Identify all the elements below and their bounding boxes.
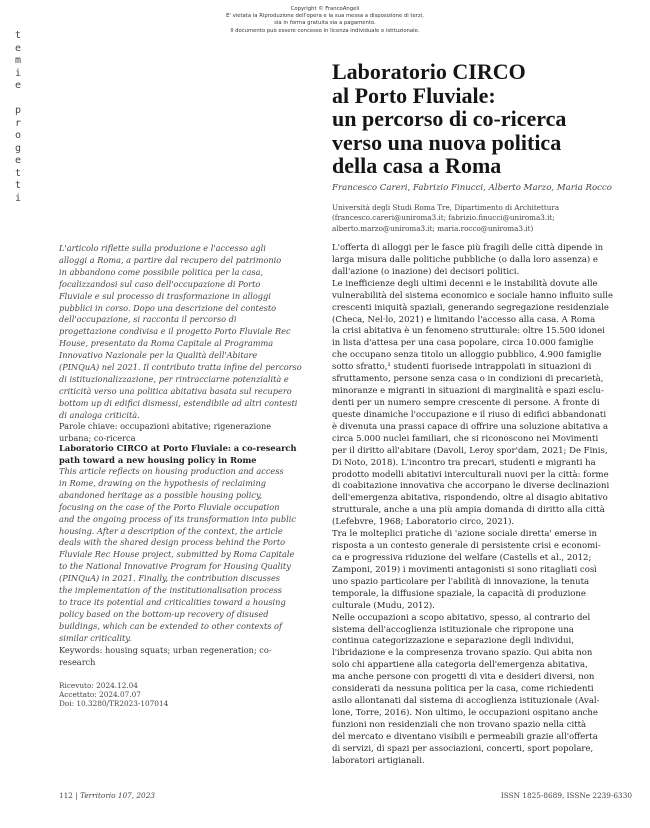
text-line: temporale, la diffusione spaziale, la capacità di produzione xyxy=(332,588,586,599)
title-part: Laboratorio xyxy=(332,59,453,84)
text-line: focalizzandosi sul caso dell'occupazione di Porto xyxy=(59,278,261,289)
abstract-italian xyxy=(59,243,302,422)
accepted-date: Accettato: 2024.07.07 xyxy=(59,689,141,699)
en-title-part: Laboratorio xyxy=(59,443,117,453)
text-line: di coabitazione innovativa che accorpano le diverse declinazioni xyxy=(332,481,610,492)
section-label-letter: r xyxy=(14,117,22,129)
text-line: and the ongoing process of its transformation into public xyxy=(59,513,296,524)
title-part: CIRCO xyxy=(452,59,526,84)
text-line: (PINQuA) nel 2021. Il contributo tratta infine del percorso xyxy=(59,362,302,373)
copyright-line: E' vietata la Riproduzione dell'opera e la sua messa a disposizione di terzi, xyxy=(226,13,424,20)
text-line: in abbandono come possibile politica per la casa, xyxy=(59,266,264,277)
title-line: un percorso di co-ricerca xyxy=(332,106,567,131)
text-line: vulnerabilità del sistema economico e sociale hanno influito sulle xyxy=(332,290,613,301)
keywords-line: urbana; co-ricerca xyxy=(59,432,136,443)
footer-issn: ISSN 1825-8689, ISSNe 2239-6330 xyxy=(500,791,632,800)
text-line: L'articolo riflette sulla produzione e l'accesso agli xyxy=(59,243,266,253)
text-line: funzioni non residenziali che non trovano spazio nella città xyxy=(332,719,587,730)
text-line: Innovativo Nazionale per la Qualità dell'Abitare xyxy=(59,350,258,361)
text-line: the implementation of the institutionalisation process xyxy=(59,585,282,596)
text-line: asilo allontanati dal sistema di accoglienza istituzionale (Aval- xyxy=(332,696,600,707)
footer-separator: | xyxy=(75,791,78,800)
text-line: pubblici in corso. Dopo una descrizione del contesto xyxy=(59,302,277,313)
text-line: in lista d'attesa per una casa popolare, circa 10.000 famiglie xyxy=(332,338,594,349)
text-line: lone, Torre, 2016). Non ultimo, le occupazioni ospitano anche xyxy=(332,707,598,718)
english-title xyxy=(59,442,302,466)
affiliation-line: (francesco.careri@uniroma3.it; fabrizio.finucci@uniroma3.it; xyxy=(332,213,555,223)
text-line: bottom up di edifici dismessi, estendibile ad altri contesti xyxy=(59,397,298,408)
text-line: Le inefficienze degli ultimi decenni e le instabilità dovute alle xyxy=(332,278,598,289)
text-line: ca e progressiva riduzione del welfare (Castells et al., 2012; xyxy=(332,552,592,563)
keywords-line: Keywords: housing squats; urban regeneration; co- xyxy=(59,644,272,655)
text-line: dall'azione (o inazione) dei decisori politici. xyxy=(332,266,520,277)
text-line: che occupano senza titolo un alloggio pubblico, 4.900 famiglie xyxy=(332,350,602,361)
section-label-letter: p xyxy=(14,105,22,116)
text-line: di servizi, di spazi per associazioni, concerti, sport popolare, xyxy=(332,743,594,754)
text-line: sistema dell'accoglienza istituzionale che ripropone una xyxy=(332,624,574,635)
article-body xyxy=(332,243,632,768)
copyright-notice xyxy=(0,6,650,35)
text-line: circa 5.000 nuclei familiari, che si riconoscono nei Movimenti xyxy=(332,433,599,444)
text-line: di analoga criticità. xyxy=(59,409,140,420)
text-line: laboratori artigianali. xyxy=(332,755,425,766)
text-line: (Checa, Nel·lo, 2021) e limitando l'accesso alla casa. A Roma xyxy=(332,314,596,325)
section-label-letter: i xyxy=(14,67,22,79)
article-title xyxy=(332,60,632,178)
text-line: ma anche persone con progetti di vita e desideri diversi, non xyxy=(332,672,595,683)
text-line: crescenti iniquità spaziali, generando segregazione residenziale xyxy=(332,302,609,313)
text-line: del mercato e diventano visibili e permeabili grazie all'offerta xyxy=(332,731,598,742)
text-line: alloggi a Roma, a partire dal recupero del patrimonio xyxy=(59,254,282,265)
keywords-line: research xyxy=(59,656,96,667)
text-line: minoranze e migranti in situazioni di marginalità e spazi esclu- xyxy=(332,386,604,397)
text-line: focusing on the case of the Porto Fluviale occupation xyxy=(59,501,280,512)
text-line: culturale (Mudu, 2012). xyxy=(332,600,435,611)
en-title-part: CIRCO xyxy=(116,443,148,453)
text-line: criticità verso una politica abitativa basata sul recupero xyxy=(59,385,292,396)
text-line: solo chi appartiene alla categoria dell'emergenza abitativa, xyxy=(332,660,588,671)
article-meta xyxy=(59,682,168,708)
abstract-english xyxy=(59,466,302,645)
text-line: la crisi abitativa è un fenomeno strutturale: oltre 15.500 idonei xyxy=(332,326,605,337)
section-label-letter: e xyxy=(14,42,22,54)
english-abstract-block xyxy=(59,442,302,668)
text-line: (PINQuA) in 2021. Finally, the contribution discusses xyxy=(59,573,280,584)
section-label-letter: t xyxy=(14,167,22,179)
text-line: to the National Innovative Program for Housing Quality xyxy=(59,561,291,572)
affiliation xyxy=(332,203,632,234)
copyright-line: Copyright © FrancoAngeli xyxy=(290,6,360,12)
text-line: This article reflects on housing production and access xyxy=(59,466,284,476)
text-line: L'offerta di alloggi per le fasce più fragili delle città dipende in xyxy=(332,243,604,253)
section-label-letter: t xyxy=(14,180,22,191)
section-label-letter: t xyxy=(14,30,22,41)
title-line: al Porto Fluviale: xyxy=(332,82,496,108)
text-line: (Lefebvre, 1968; Laboratorio circo, 2021). xyxy=(332,517,515,528)
text-line: per il diritto all'abitare (Davoli, Leroy spor'dam, 2021; De Finis, xyxy=(332,445,608,456)
title-line: verso una nuova politica xyxy=(332,129,562,155)
en-title-part: at Porto Fluviale: a co-research xyxy=(147,443,297,453)
keywords-line: Parole chiave: occupazioni abitative; rigenerazione xyxy=(59,421,272,431)
text-line: uno spazio particolare per l'abilità di innovazione, la tenuta xyxy=(332,576,590,587)
text-line: considerati da nessuna politica per la casa, come richiedenti xyxy=(332,684,594,695)
section-label-letter: m xyxy=(14,55,22,66)
copyright-line: sia in forma gratuita sia a pagamento. xyxy=(274,20,376,27)
section-label-letter: i xyxy=(14,192,22,204)
doi: Doi: 10.3280/TR2023-107014 xyxy=(59,698,169,708)
text-line: strutturale, anche a una più ampia domanda di diritto alla città xyxy=(332,505,605,516)
text-line: Di Noto, 2018). L'incontro tra precari, studenti e migranti ha xyxy=(332,457,596,468)
text-line: similar criticality. xyxy=(59,632,132,643)
text-line: House, presentato da Roma Capitale al Programma xyxy=(59,338,274,349)
en-title-line: path toward a new housing policy in Rome xyxy=(59,455,257,465)
keywords-english xyxy=(59,645,302,669)
text-line: Nelle occupazioni a scopo abitativo, spesso, al contrario del xyxy=(332,612,591,623)
text-line: buildings, which can be extended to other contexts of xyxy=(59,620,282,631)
text-line: l'ibridazione e la compresenza trovano spazio. Qui abita non xyxy=(332,648,593,659)
section-label xyxy=(11,30,25,205)
text-line: continua categorizzazione e separazione degli individui, xyxy=(332,636,574,647)
text-line: to trace its potential and criticalities toward a housing xyxy=(59,596,286,607)
affiliation-line: alberto.marzo@uniroma3.it; maria.rocco@uniroma3.it) xyxy=(332,223,534,233)
text-line: sfruttamento, persone senza casa o in condizioni di precarietà, xyxy=(332,374,604,385)
text-line: in Rome, drawing on the hypothesis of reclaiming xyxy=(59,477,267,488)
text-line: sotto sfratto,¹ studenti fuorisede intrappolati in situazioni di xyxy=(332,362,592,373)
text-line: prodotto modelli abitativi interculturali nuovi per la città: forme xyxy=(332,469,609,480)
text-line: risposta a un contesto generale di persistente crisi e economi- xyxy=(332,541,601,552)
text-line: Tra le molteplici pratiche di 'azione sociale diretta' emerse in xyxy=(332,529,597,540)
section-label-letter: e xyxy=(14,155,22,166)
text-line: di istituzionalizzazione, per rintracciarne potenzialità e xyxy=(59,373,289,384)
text-line: queste dinamiche l'occupazione e il riuso di edifici abbandonati xyxy=(332,409,607,420)
text-line: Fluviale e sul processo di trasformazione in alloggi xyxy=(59,290,271,301)
journal-name: Territorio 107, 2023 xyxy=(80,791,155,800)
text-line: housing. After a description of the context, the article xyxy=(59,525,283,536)
section-label-letter: g xyxy=(14,142,22,154)
affiliation-line: Università degli Studi Roma Tre, Dipartimento di Architettura xyxy=(332,203,560,212)
text-line: larga misura dalle politiche pubbliche (o dalla loro assenza) e xyxy=(332,254,598,265)
text-line: dell'emergenza abitativa, rispondendo, oltre al disagio abitativo xyxy=(332,493,608,504)
section-label-letter: o xyxy=(14,130,22,141)
received-date: Ricevuto: 2024.12.04 xyxy=(59,681,138,690)
page-number: 112 xyxy=(59,791,73,800)
title-line: della casa a Roma xyxy=(332,153,502,178)
text-line: policy based on the bottom-up recovery of disused xyxy=(59,608,269,619)
copyright-line: Il documento può essere concesso in licenza individuale o istituzionale. xyxy=(230,27,420,34)
footer-journal xyxy=(59,791,155,800)
text-line: abandoned heritage as a possible housing policy, xyxy=(59,489,263,500)
authors: Francesco Careri, Fabrizio Finucci, Alberto Marzo, Maria Rocco xyxy=(332,183,612,193)
text-line: progettazione condivisa e il progetto Porto Fluviale Rec xyxy=(59,326,291,337)
section-label-letter: e xyxy=(14,80,22,91)
text-line: dell'occupazione, si racconta il percorso di xyxy=(59,314,237,325)
text-line: deals with the shared design process behind the Porto xyxy=(59,537,286,548)
text-line: Fluviale Rec House project, submitted by Roma Capitale xyxy=(59,549,295,560)
text-line: Zamponi, 2019) i movimenti antagonisti si sono ritagliati così xyxy=(332,564,597,575)
text-line: denti per un numero sempre crescente di persone. A fronte di xyxy=(332,397,600,408)
text-line: è divenuta una prassi capace di offrire una soluzione abitativa a xyxy=(332,421,609,432)
